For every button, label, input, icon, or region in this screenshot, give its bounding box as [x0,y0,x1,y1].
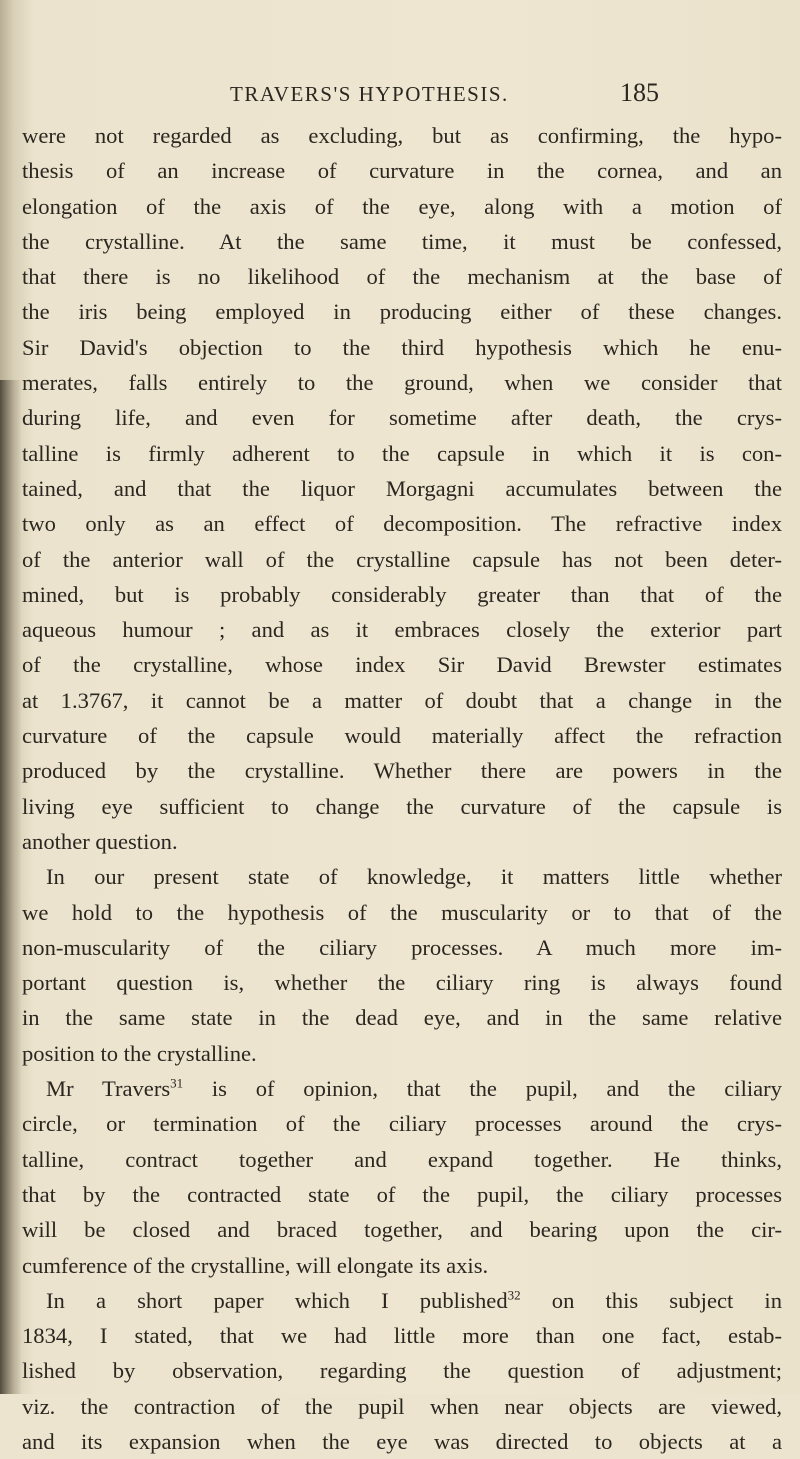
binding-gutter-shadow [0,380,22,1394]
text-line: were not regarded as excluding, but as confirming, the hypo- [22,123,782,148]
text-line: will be closed and braced together, and bearing upon the cir- [22,1217,782,1243]
text-line-with-footnote [22,1071,782,1106]
text-line: in the same state in the dead eye, and in the same relative [22,1005,782,1031]
text-line: elongation of the axis of the eye, along with a motion of [22,193,782,219]
text-line: lished by observation, regarding the question of adjustment; [22,1358,782,1384]
text-line: talline is firmly adherent to the capsule in which it is con- [22,440,782,466]
text-line: produced by the crystalline. Whether there are powers in the [22,758,782,784]
text-line: we hold to the hypothesis of the muscularity or to that of the [22,899,782,925]
text-line: two only as an effect of decomposition. The refractive index [22,511,782,537]
text-line: the iris being employed in producing either of these changes. [22,299,782,325]
footnote-ref: 31 [170,1075,184,1091]
text-line-with-footnote [22,1283,782,1318]
text-line: at 1.3767, it cannot be a matter of doubt that a change in the [22,687,782,713]
text-line: In our present state of knowledge, it matters little whether [46,864,782,890]
text-line: 1834, I stated, that we had little more than one fact, estab- [22,1323,782,1349]
text-line: portant question is, whether the ciliary ring is always found [22,970,782,996]
text-line: talline, contract together and expand together. He thinks, [22,1146,782,1172]
text-line: merates, falls entirely to the ground, when we consider that [22,370,782,396]
text-line: position to the crystalline. [22,1040,257,1066]
text-line: and its expansion when the eye was directed to objects at a [22,1428,782,1454]
text-fragment: Mr Travers [46,1076,171,1102]
text-fragment: on this subject in [551,1287,782,1313]
text-line: circle, or termination of the ciliary processes around the crys- [22,1111,782,1137]
text-line: curvature of the capsule would materially affect the refraction [22,723,782,749]
text-fragment: is of opinion, that the pupil, and the ciliary [211,1076,782,1102]
text-line: viz. the contraction of the pupil when near objects are viewed, [22,1393,782,1419]
text-line: cumference of the crystalline, will elongate its axis. [22,1252,489,1278]
text-line: Sir David's objection to the third hypothesis which he enu- [22,334,782,360]
text-line: that there is no likelihood of the mechanism at the base of [22,264,782,290]
page-header [0,70,800,110]
body-text [22,118,782,1459]
text-fragment: In a short paper which I published [46,1287,508,1313]
text-line: of the crystalline, whose index Sir David Brewster estimates [22,652,782,678]
text-line: the crystalline. At the same time, it must be confessed, [22,228,782,254]
text-line: that by the contracted state of the pupil, the ciliary processes [22,1181,782,1207]
page-number: 185 [620,78,659,107]
text-line: non-muscularity of the ciliary processes. A much more im- [22,934,782,960]
footnote-ref: 32 [507,1287,521,1303]
running-head: TRAVERS'S HYPOTHESIS. [230,82,509,106]
text-line: tained, and that the liquor Morgagni accumulates between the [22,475,782,501]
text-line: aqueous humour ; and as it embraces closely the exterior part [22,617,782,643]
text-line: another question. [22,828,178,854]
text-line: during life, and even for sometime after death, the crys- [22,405,782,431]
text-line: mined, but is probably considerably greater than that of the [22,581,782,607]
text-line: thesis of an increase of curvature in the cornea, and an [22,158,782,184]
text-line: of the anterior wall of the crystalline capsule has not been deter- [22,546,782,572]
text-line: living eye sufficient to change the curvature of the capsule is [22,793,782,819]
